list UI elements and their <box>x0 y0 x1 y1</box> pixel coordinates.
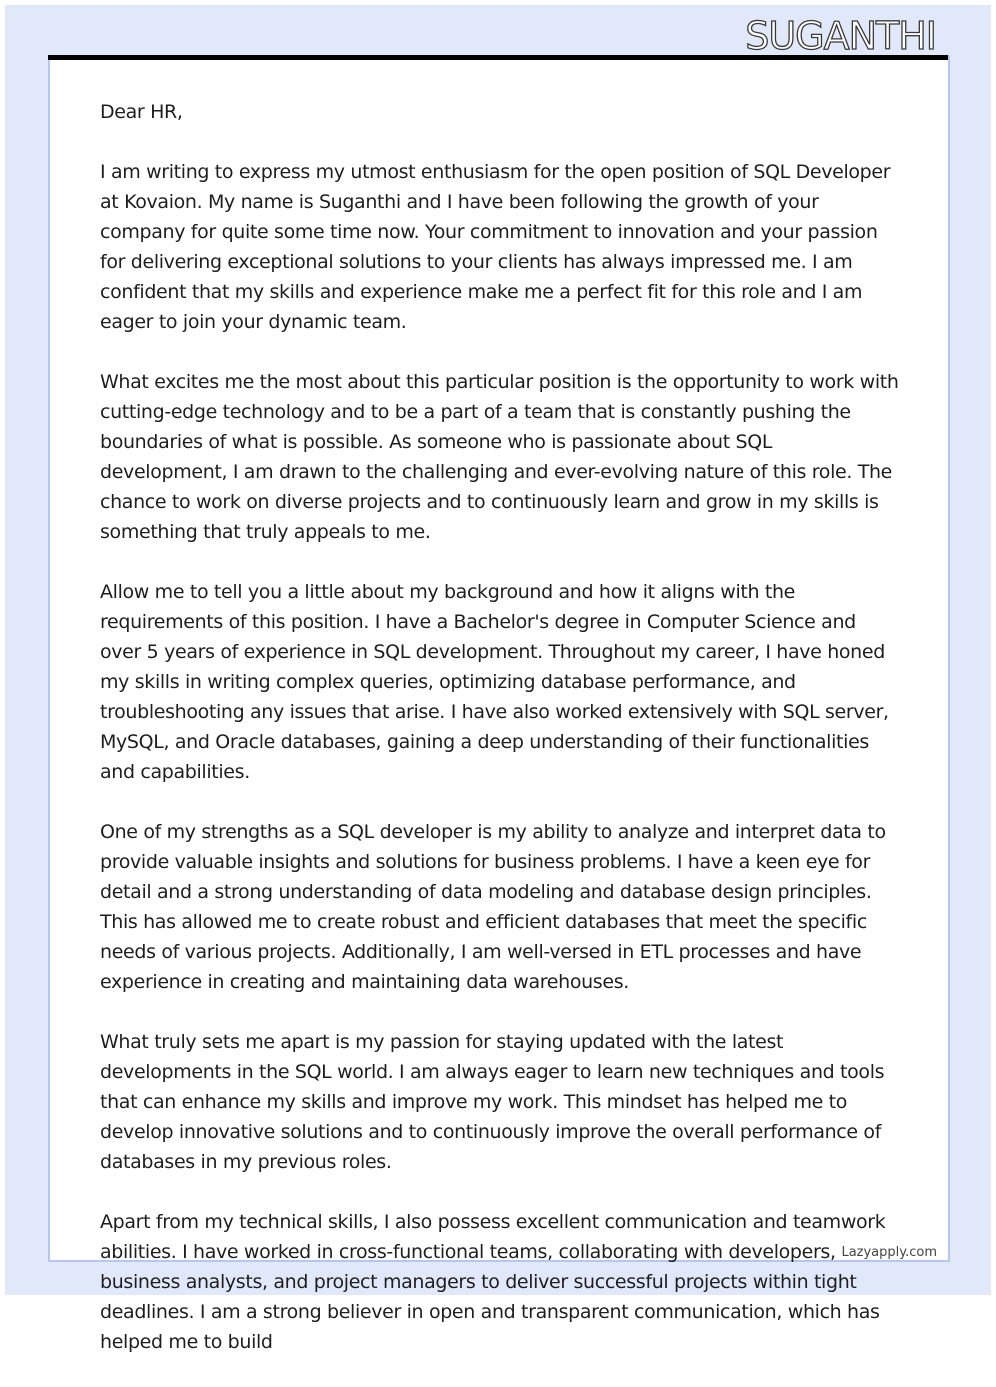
paragraph-3: Allow me to tell you a little about my background and how it aligns with the requirements of this position. I have a Bachelor's degree in Computer Science and over 5 years of experience in SQL development. Throughout my career, I have honed my skills in writing complex queries, optimizing database performance, and troubleshooting any issues that arise. I have also worked extensively with SQL server, MySQL, and Oracle databases, gaining a deep understanding of their functionalities and capabilities. <box>100 581 889 783</box>
salutation: Dear HR, <box>100 101 183 123</box>
watermark: Lazyapply.com <box>841 1245 937 1260</box>
paragraph-6: Apart from my technical skills, I also possess excellent communication and teamwork abilities. I have worked in cross-functional teams, collaborating with developers, business analysts, and project managers to deliver successful projects within tight deadlines. I am a strong believer in open and transparent communication, which has helped me to build <box>100 1211 886 1353</box>
paragraph-2: What excites me the most about this particular position is the opportunity to work with cutting-edge technology and to be a part of a team that is constantly pushing the boundaries of what is possible. As someone who is passionate about SQL development, I am drawn to the challenging and ever-evolving nature of this role. The chance to work on diverse projects and to continuously learn and grow in my skills is something that truly appeals to me. <box>100 371 899 543</box>
letter-body <box>100 97 900 1387</box>
paragraph-4: One of my strengths as a SQL developer is my ability to analyze and interpret data to provide valuable insights and solutions for business problems. I have a keen eye for detail and a strong understanding of data modeling and database design principles. This has allowed me to create robust and efficient databases that meet the specific needs of various projects. Additionally, I am well-versed in ETL processes and have experience in creating and maintaining data warehouses. <box>100 821 886 993</box>
document-background <box>5 5 991 1353</box>
paragraph-5: What truly sets me apart is my passion for staying updated with the latest developments in the SQL world. I am always eager to learn new techniques and tools that can enhance my skills and improve my work. This mindset has helped me to develop innovative solutions and to continuously improve the overall performance of databases in my previous roles. <box>100 1031 885 1173</box>
paragraph-1: I am writing to express my utmost enthusiasm for the open position of SQL Developer at Kovaion. My name is Suganthi and I have been following the growth of your company for quite some time now. Your commitment to innovation and your passion for delivering exceptional solutions to your clients has always impressed me. I am confident that my skills and experience make me a perfect fit for this role and I am eager to join your dynamic team. <box>100 161 891 333</box>
applicant-name: SUGANTHI <box>745 14 936 58</box>
